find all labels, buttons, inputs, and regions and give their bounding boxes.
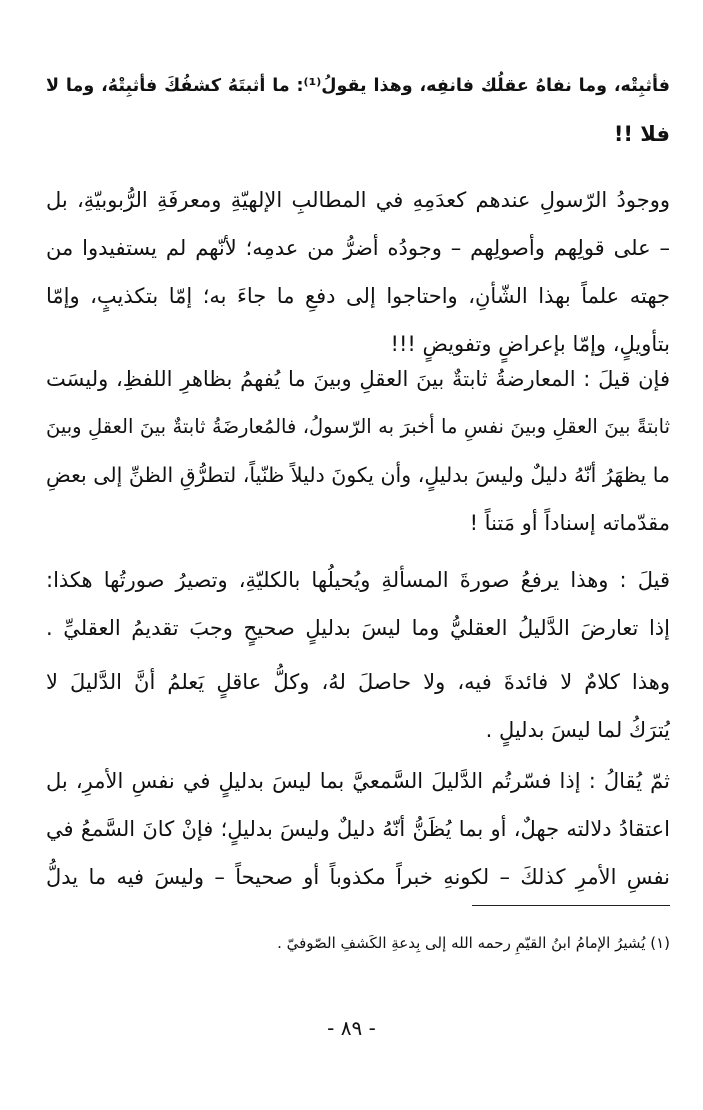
text-line: إذا تعارضَ الدَّليلُ العقليُّ وما ليسَ بدليلٍ صحيحٍ وجبَ تقديمُ العقليِّ . [46, 616, 670, 640]
text-line: فلا !! [613, 122, 670, 146]
footnote-divider [472, 905, 670, 906]
text-line: ثابتةً بينَ العقلِ وبينَ نفسِ ما أخبرَ به الرّسولُ، فالمُعارضَةُ ثابتةٌ بينَ العقلِ وبينَ [46, 415, 670, 438]
paragraph-6 [46, 757, 670, 901]
text-line: ما يظهَرُ أنّهُ دليلٌ وليسَ بدليلٍ، وأن يكونَ دليلاً ظنّياً، لتطرُّقِ الظنِّ إلى بعضِ [46, 463, 670, 487]
paragraph-5 [46, 658, 670, 754]
paragraph-4 [46, 556, 670, 652]
text-line: – على قولِهم وأصولِهم – وجودُه أضرُّ من عدمِه؛ لأنّهم لم يستفيدوا من [46, 236, 670, 260]
paragraph-1 [46, 62, 670, 158]
text-line: ووجودُ الرّسولِ عندهم كعدَمِهِ في المطالبِ الإلهيّةِ ومعرفَةِ الرُّبوبيّةِ، بل [46, 188, 670, 212]
text-line: نفسِ الأمرِ كذلكَ – لكونهِ خبراً مكذوباً أو صحيحاً – وليسَ فيه ما يدلُّ [46, 865, 670, 889]
text-line: وهذا كلامٌ لا فائدةَ فيه، ولا حاصلَ لهُ، وكلُّ عاقلٍ يَعلمُ أنَّ الدَّليلَ لا [46, 670, 670, 694]
footnote: (١) يُشيرُ الإمامُ ابنُ القيّمِ رحمه الله إلى بِدعةِ الكَشفِ الصّوفيّ . [277, 934, 670, 952]
text-line: اعتقادُ دلالته جهلٌ، أو بما يُظَنُّ أنّهُ دليلٌ وليسَ بدليلٍ؛ فإنْ كانَ السَّمعُ في [46, 817, 670, 841]
text-line: يُترَكُ لما ليسَ بدليلٍ . [485, 718, 670, 742]
page-number: - ٨٩ - [327, 1016, 376, 1040]
text-line: ثمّ يُقالُ : إذا فسّرتُم الدَّليلَ السَّمعيَّ بما ليسَ بدليلٍ في نفسِ الأمرِ، بل [46, 769, 670, 793]
text-line: فإن قيلَ : المعارضةُ ثابتةٌ بينَ العقلِ وبينَ ما يُفهمُ بظاهرِ اللفظِ، وليسَت [46, 367, 670, 391]
paragraph-3 [46, 355, 670, 547]
paragraph-2 [46, 176, 670, 368]
text-line: قيلَ : وهذا يرفعُ صورةَ المسألةِ ويُحيلُها بالكليّةِ، وتصيرُ صورتُها هكذا: [46, 568, 670, 592]
text-line: بتأويلٍ، وإمّا بإعراضٍ وتفويضٍ !!! [390, 332, 670, 356]
text-line: فأثبِتْه، وما نفاهُ عقلُك فانفِه، وهذا يقولُ⁽¹⁾: ما أثبتَهُ كشفُكَ فأثبِتْهُ، وما لا [46, 76, 670, 96]
text-line: جهته علماً بهذا الشّأنِ، واحتاجوا إلى دفعِ ما جاءَ به؛ إمّا بتكذيبٍ، وإمّا [46, 284, 670, 308]
text-line: مقدّماته إسناداً أو مَتناً ! [469, 511, 670, 535]
